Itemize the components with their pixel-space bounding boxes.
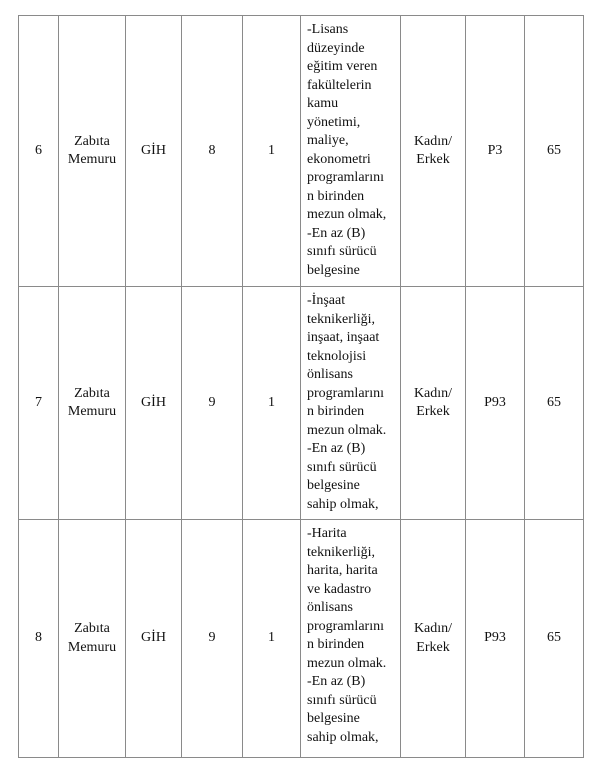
requirement-line: -En az (B) [307,441,366,456]
requirement-line: belgesine [307,262,360,278]
gender-line: Erkek [416,152,450,167]
service-class: GİH [126,520,182,758]
position-count: 1 [243,16,301,287]
position-table [18,15,584,758]
requirement-line: teknikerliği, [307,544,376,560]
position-title-line: Zabıta [74,621,110,636]
position-title-line: Memuru [67,404,117,419]
requirements [301,520,401,758]
requirement-line: programlarını [307,385,384,401]
requirement-line: n birinden [307,637,365,652]
requirement-line: kamu [307,96,339,111]
gender-line: Kadın/ [413,621,453,636]
requirement-line: teknolojisi [307,348,367,364]
position-title-line: Memuru [67,639,117,655]
row-number: 7 [19,287,59,520]
position-title [59,16,126,287]
requirement-line: sınıfı sürücü [307,244,377,259]
requirement-line: belgesine [307,711,360,726]
service-class: GİH [126,287,182,520]
requirement-line: -En az (B) [307,225,366,241]
requirements [301,287,401,520]
requirement-line: maliye, [307,133,349,148]
requirement-line: -Lisans [307,22,349,37]
requirement-line: programlarını [307,170,384,185]
requirement-line: ve kadastro [307,581,372,597]
requirement-line: mezun olmak. [307,655,387,671]
table-row [19,520,584,758]
gender [401,287,466,520]
requirement-line: mezun olmak. [307,422,387,438]
position-title-line: Zabıta [74,385,110,401]
position-title [59,520,126,758]
minimum-score: 65 [525,520,584,758]
kpss-type: P93 [466,520,525,758]
position-title-line: Zabıta [74,133,110,149]
position-count: 1 [243,520,301,758]
requirement-line: eğitim veren [307,59,378,74]
gender-line: Erkek [416,639,450,655]
requirement-line: düzeyinde [307,40,365,56]
gender-line: Kadın/ [413,133,453,149]
gender [401,520,466,758]
position-title-line: Memuru [67,152,117,167]
requirement-line: programlarını [307,618,384,634]
requirement-line: fakültelerin [307,77,372,93]
requirement-line: yönetimi, [307,114,361,130]
requirement-line: belgesine [307,478,360,493]
requirement-line: sınıfı sürücü [307,692,377,708]
table-row [19,287,584,520]
requirement-line: sahip olmak, [307,729,379,745]
requirement-line: -İnşaat [307,293,346,308]
kpss-type: P93 [466,287,525,520]
row-number: 8 [19,520,59,758]
requirement-line: sınıfı sürücü [307,459,377,475]
minimum-score: 65 [525,287,584,520]
requirement-line: -En az (B) [307,674,366,689]
requirement-line: n birinden [307,404,365,419]
grade: 9 [182,287,243,520]
requirement-line: önlisans [307,600,353,615]
requirement-line: önlisans [307,367,353,382]
requirement-line: inşaat, inşaat [307,330,380,345]
requirement-line: mezun olmak, [307,207,387,222]
requirement-line: ekonometri [307,151,371,167]
position-title [59,287,126,520]
requirement-line: -Harita [307,526,347,541]
row-number: 6 [19,16,59,287]
minimum-score: 65 [525,16,584,287]
grade: 9 [182,520,243,758]
grade: 8 [182,16,243,287]
position-count: 1 [243,287,301,520]
gender-line: Erkek [416,404,450,419]
gender [401,16,466,287]
table-row [19,16,584,287]
service-class: GİH [126,16,182,287]
requirement-line: teknikerliği, [307,311,376,327]
kpss-type: P3 [466,16,525,287]
requirement-line: harita, harita [307,563,378,578]
gender-line: Kadın/ [413,385,453,401]
requirement-line: n birinden [307,188,365,204]
requirement-line: sahip olmak, [307,496,379,512]
requirements [301,16,401,287]
